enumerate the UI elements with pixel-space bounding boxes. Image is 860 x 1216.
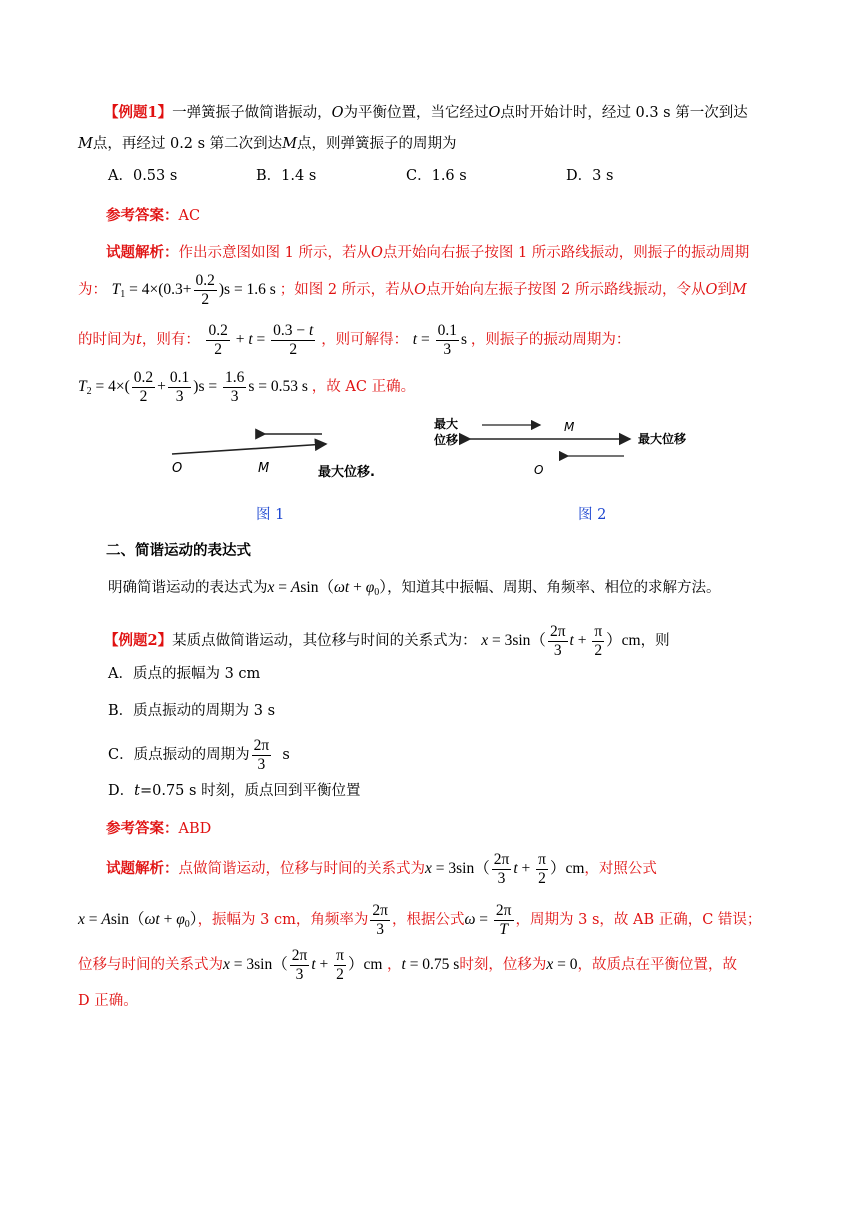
option-b: B．1.4 s: [256, 168, 317, 184]
example1-tag: 【例题1】: [104, 104, 173, 121]
example1-analysis-line2: [78, 272, 747, 309]
analysis-text: ，振幅为 3 cm，角频率为: [197, 912, 369, 929]
formula-t2: $T_2 = 4\times$( $\frac{0.2}{2}$ + $\frac{0.1}{3}$ )s = $\frac{1.6}{3}$ s = 0.53 s: [78, 369, 312, 405]
formula-omega-value: $\frac{2\pi}{3}$: [372, 902, 388, 938]
analysis-text: ；如图 2 所示，若从: [279, 282, 415, 299]
analysis-text: ，则振子的振动周期为：: [470, 332, 631, 349]
example2-tag: 【例题2】: [104, 632, 173, 650]
example2-option-b: B．质点振动的周期为 3 s: [108, 703, 276, 719]
analysis-text: 为：: [78, 282, 107, 299]
option-a: A．0.53 s: [108, 168, 178, 184]
answer-label: 参考答案：: [106, 207, 179, 224]
stem-text: ，则: [640, 633, 670, 650]
stem-text: 点时开始计时，经过 0.3 s 第一次到达: [500, 105, 748, 121]
intro-text: 明确简谐运动的表达式为: [108, 580, 268, 596]
analysis-label: 试题解析：: [106, 860, 179, 878]
example1-analysis-line4: [78, 369, 415, 406]
example1-stem-line2: [78, 133, 457, 155]
arrow-right: [172, 444, 326, 454]
fig1-label-max: 最大位移.: [318, 465, 375, 480]
analysis-text: ，周期为 3 s，故 AB 正确，C 错误；: [515, 912, 762, 929]
var-o: O: [488, 105, 501, 121]
fig1-label-m: M: [258, 461, 270, 476]
var-o: O: [414, 282, 427, 299]
fig2-label-max-left-1: 最大: [434, 417, 459, 431]
formula-x: x = 3sin（ $\frac{2\pi}{3}$ t + $\frac{\pi}{2}$ ）cm: [425, 851, 585, 887]
formula-general: $x = Asin(\omega t + \varphi_0)$: [78, 911, 198, 931]
example1-answer: [106, 205, 200, 227]
stem-text: 一弹簧振子做简谐振动，: [172, 105, 332, 121]
var-m: M: [282, 136, 298, 152]
analysis-text: 点做简谐运动，位移与时间的关系式为: [178, 861, 425, 878]
example2-answer: [106, 818, 211, 840]
formula-t1: $T_1 = 4\times(0.3+$ $\frac{0.2}{2}$ )s = 1.6 s: [111, 272, 280, 308]
example1-analysis-line1: [106, 242, 749, 264]
example1-stem-line1: [104, 102, 748, 124]
answer-value: ABD: [178, 821, 212, 837]
formula-period: $\frac{2\pi}{3}$: [253, 737, 270, 773]
analysis-text: 作出示意图如图 1 所示，若从: [178, 245, 371, 261]
example2-stem: [104, 623, 670, 660]
fig2-label-m: M: [564, 420, 575, 434]
option-text: C．质点振动的周期为: [108, 747, 250, 764]
var-m: M: [78, 136, 93, 152]
formula-x: x = 3sin（ $\frac{2\pi}{3}$ t + $\frac{\pi}{2}$ ）cm: [223, 947, 383, 983]
example2-analysis-line4: D 正确。: [78, 993, 138, 1009]
fig2-label-max-left-2: 位移: [434, 433, 459, 447]
stem-text: 点，再经过 0.2 s 第二次到达: [92, 136, 283, 152]
var-m: M: [731, 282, 747, 299]
fig1-label-o: O: [172, 461, 183, 476]
intro-text: ，知道其中振幅、周期、角频率、相位的求解方法。: [387, 580, 721, 596]
analysis-text: 到: [717, 282, 732, 299]
stem-text: 为平衡位置，当它经过: [343, 105, 489, 121]
formula-x: x = 3sin（ $\frac{2\pi}{3}$ t + $\frac{\pi}{2}$ ）cm: [481, 623, 641, 659]
option-c: C．1.6 s: [406, 168, 467, 184]
formula-omega: ω = $\frac{2\pi}{T}$: [464, 902, 512, 938]
analysis-text: 时刻，位移为: [459, 957, 547, 974]
analysis-text: 位移与时间的关系式为: [78, 957, 223, 974]
example2-option-c: [108, 737, 290, 774]
option-d: D．3 s: [566, 168, 614, 184]
var-o: O: [705, 282, 718, 299]
analysis-text: ，对照公式: [584, 861, 657, 878]
analysis-label: 试题解析：: [106, 244, 179, 261]
option-text: =0.75 s 时刻，质点回到平衡位置: [139, 783, 361, 799]
var-t: t: [136, 332, 142, 349]
formula-t: t = $\frac{0.1}{3}$ s: [412, 322, 471, 358]
section2-intro: [108, 577, 721, 604]
analysis-text: ，根据公式: [391, 912, 465, 929]
formula-t-value: t = 0.75 s: [401, 956, 460, 974]
analysis-text: 点开始向右振子按图 1 所示路线振动，则振子的振动周期: [382, 245, 750, 261]
stem-text: 点，则弹簧振子的周期为: [297, 136, 457, 152]
example2-analysis-line1: [106, 851, 657, 888]
figure-2-caption: 图 2: [578, 507, 607, 523]
stem-text: 某质点做简谐运动，其位移与时间的关系式为：: [172, 633, 477, 650]
analysis-text: 点开始向左振子按图 2 所示路线振动，令从: [426, 282, 706, 299]
var-o: O: [331, 105, 344, 121]
figure-1-caption: 图 1: [256, 507, 285, 523]
figure-2: [430, 412, 710, 492]
formula-x-zero: x = 0: [546, 956, 578, 974]
analysis-text: 的时间为: [78, 332, 136, 349]
analysis-text: ，故 AC 正确。: [311, 379, 416, 396]
example1-analysis-line3: [78, 322, 630, 359]
var-o: O: [370, 245, 383, 261]
analysis-text: ，则有：: [141, 332, 200, 349]
example2-analysis-line3: 位移与时间的关系式为x = 3sin（ $\frac{2\pi}{3}$ t + $\frac{\pi}{2}$ ）cm ，t = 0.75 s时刻，位移为x = 0，故质点在平衡位置，故: [78, 947, 737, 983]
example2-option-a: A．质点的振幅为 3 cm: [108, 666, 261, 682]
example2-option-d: D．t=0.75 s 时刻，质点回到平衡位置: [108, 783, 361, 799]
fig2-label-max-right: 最大位移: [638, 432, 687, 446]
option-text: D．: [108, 783, 135, 799]
formula-equation: $\frac{0.2}{2}$ + t = $\frac{0.3 - t}{2}$: [208, 322, 314, 358]
analysis-text: ，则可解得：: [321, 332, 409, 349]
section2-heading: 二、简谐运动的表达式: [106, 542, 251, 559]
answer-label: 参考答案：: [106, 820, 179, 837]
figure-1: [160, 420, 400, 490]
unit: s: [282, 747, 290, 764]
analysis-text: ，故质点在平衡位置，故: [577, 957, 737, 974]
example2-analysis-line2: [78, 902, 761, 939]
answer-value: AC: [178, 208, 201, 224]
fig2-label-o: O: [534, 463, 544, 477]
formula-general: $x = Asin(\omega t + \varphi_0)$: [267, 579, 388, 598]
